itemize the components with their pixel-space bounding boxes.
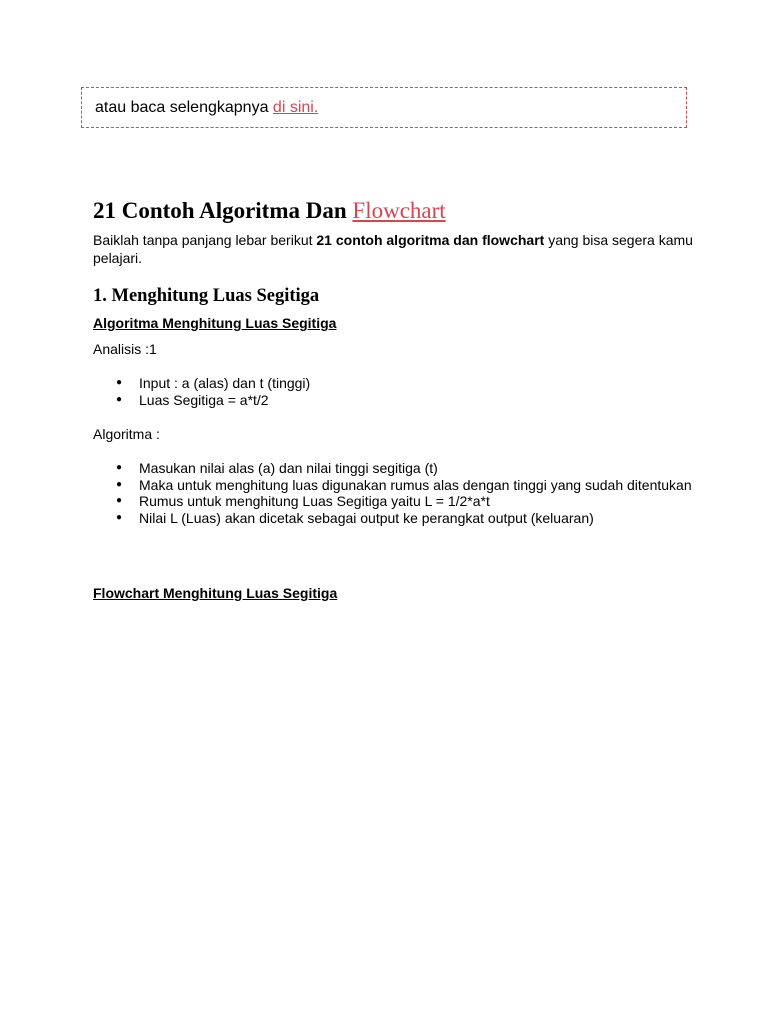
- analisis-label: Analisis :1: [93, 341, 157, 357]
- read-more-link[interactable]: di sini.: [272, 99, 319, 116]
- section-title: 1. Menghitung Luas Segitiga: [93, 286, 320, 306]
- bullet-icon: ●: [116, 511, 123, 523]
- list-item-text: Masukan nilai alas (a) dan nilai tinggi segitiga (t): [139, 460, 438, 476]
- bullet-icon: ●: [116, 462, 123, 473]
- bullet-icon: ●: [116, 495, 123, 506]
- heading-text: 21 Contoh Algoritma Dan: [93, 198, 353, 223]
- algoritma-list: [93, 460, 693, 526]
- list-item-text: Maka untuk menghitung luas digunakan rumus alas dengan tinggi yang sudah ditentukan: [139, 476, 692, 493]
- intro-paragraph: [93, 232, 693, 267]
- intro-bold-text: 21 contoh algoritma dan flowchart: [316, 232, 545, 248]
- flowchart-link[interactable]: Flowchart: [352, 198, 446, 223]
- flowchart-subheading: Flowchart Menghitung Luas Segitiga: [93, 585, 338, 601]
- article-heading: [93, 197, 446, 225]
- list-item-text: Nilai L (Luas) akan dicetak sebagai output ke perangkat output (keluaran): [139, 509, 594, 526]
- analisis-list: [93, 375, 693, 408]
- algoritma-label: Algoritma :: [93, 426, 160, 442]
- list-item-text: Input : a (alas) dan t (tinggi): [139, 375, 311, 391]
- list-item: [93, 477, 693, 494]
- list-item-text: Luas Segitiga = a*t/2: [139, 391, 269, 408]
- bullet-icon: ●: [116, 478, 123, 490]
- algoritma-subheading: Algoritma Menghitung Luas Segitiga: [93, 315, 337, 331]
- list-item: [93, 375, 693, 392]
- list-item: [93, 460, 693, 477]
- bullet-icon: ●: [116, 393, 123, 405]
- list-item: [93, 392, 693, 409]
- list-item: [93, 493, 693, 510]
- intro-text-before: Baiklah tanpa panjang lebar berikut: [93, 232, 317, 248]
- callout-text: atau baca selengkapnya: [95, 99, 273, 116]
- read-more-callout: [81, 87, 687, 128]
- bullet-icon: ●: [116, 377, 123, 388]
- list-item-text: Rumus untuk menghitung Luas Segitiga yaitu L = 1/2*a*t: [139, 493, 490, 509]
- intro-text-after: yang bisa segera kamu pelajari.: [93, 232, 693, 266]
- list-item: [93, 510, 693, 527]
